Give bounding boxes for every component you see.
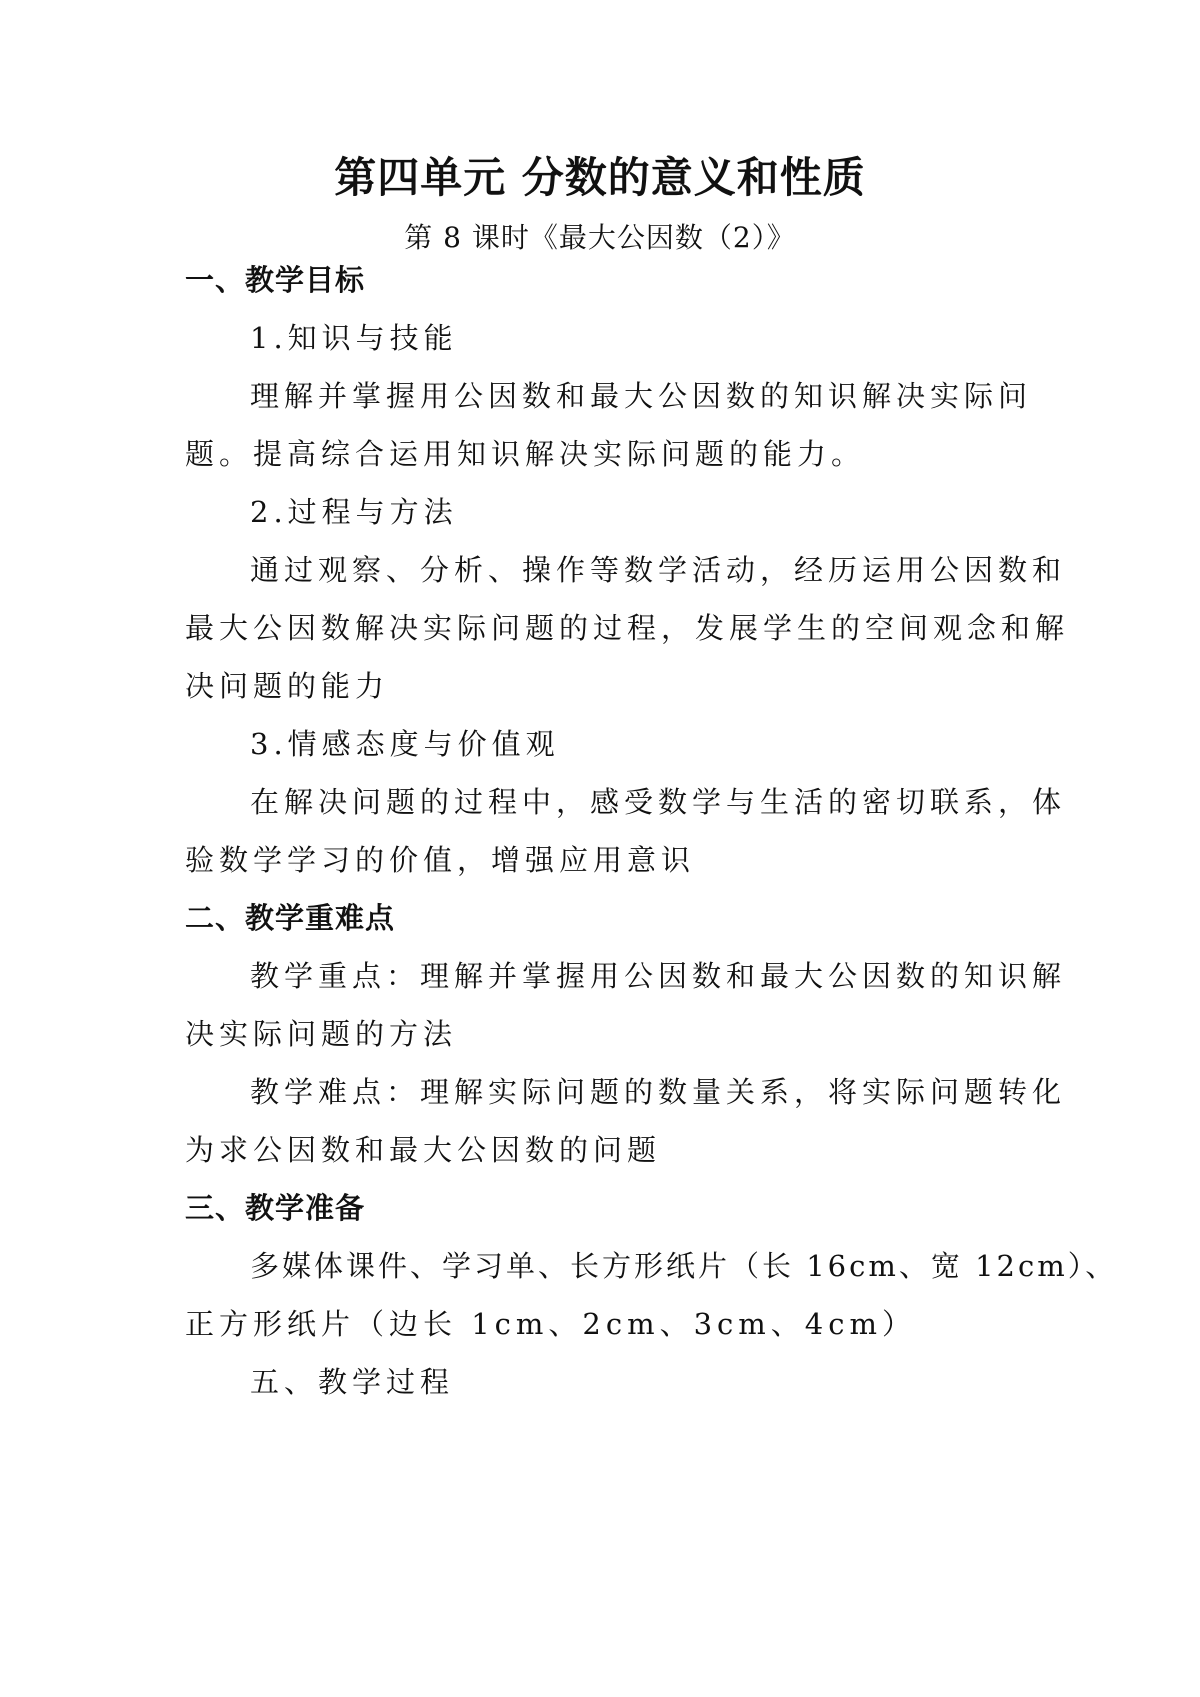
lesson-subtitle: 第 8 课时《最大公因数（2）》 (404, 221, 796, 254)
objective-process-label: 2.过程与方法 (250, 495, 458, 529)
paragraph-line: 多媒体课件、学习单、长方形纸片（长 16cm、宽 12cm）、 (250, 1249, 1118, 1283)
paragraph-line: 正方形纸片（边长 1cm、2cm、3cm、4cm） (185, 1307, 916, 1341)
section-heading-key-points: 二、教学重难点 (185, 901, 396, 935)
paragraph-line: 决实际问题的方法 (185, 1017, 458, 1051)
section-heading-objectives: 一、教学目标 (185, 263, 366, 297)
objective-knowledge-label: 1.知识与技能 (250, 321, 458, 355)
paragraph-line: 教学重点：理解并掌握用公因数和最大公因数的知识解 (250, 959, 1067, 993)
paragraph-line: 最大公因数解决实际问题的过程，发展学生的空间观念和解 (185, 611, 1070, 645)
paragraph-line: 验数学学习的价值，增强应用意识 (185, 843, 696, 877)
paragraph-line: 为求公因数和最大公因数的问题 (185, 1133, 662, 1167)
teaching-process-label: 五、教学过程 (250, 1365, 455, 1399)
paragraph-line: 教学难点：理解实际问题的数量关系，将实际问题转化 (250, 1075, 1067, 1109)
paragraph-line: 在解决问题的过程中，感受数学与生活的密切联系，体 (250, 785, 1067, 819)
paragraph-line: 决问题的能力 (185, 669, 390, 703)
section-heading-preparation: 三、教学准备 (185, 1191, 366, 1225)
paragraph-line: 通过观察、分析、操作等数学活动，经历运用公因数和 (250, 553, 1067, 587)
paragraph-line: 题。提高综合运用知识解决实际问题的能力。 (185, 437, 866, 471)
objective-attitude-label: 3.情感态度与价值观 (250, 727, 560, 761)
paragraph-line: 理解并掌握用公因数和最大公因数的知识解决实际问 (250, 379, 1033, 413)
document-title: 第四单元 分数的意义和性质 (334, 153, 866, 202)
